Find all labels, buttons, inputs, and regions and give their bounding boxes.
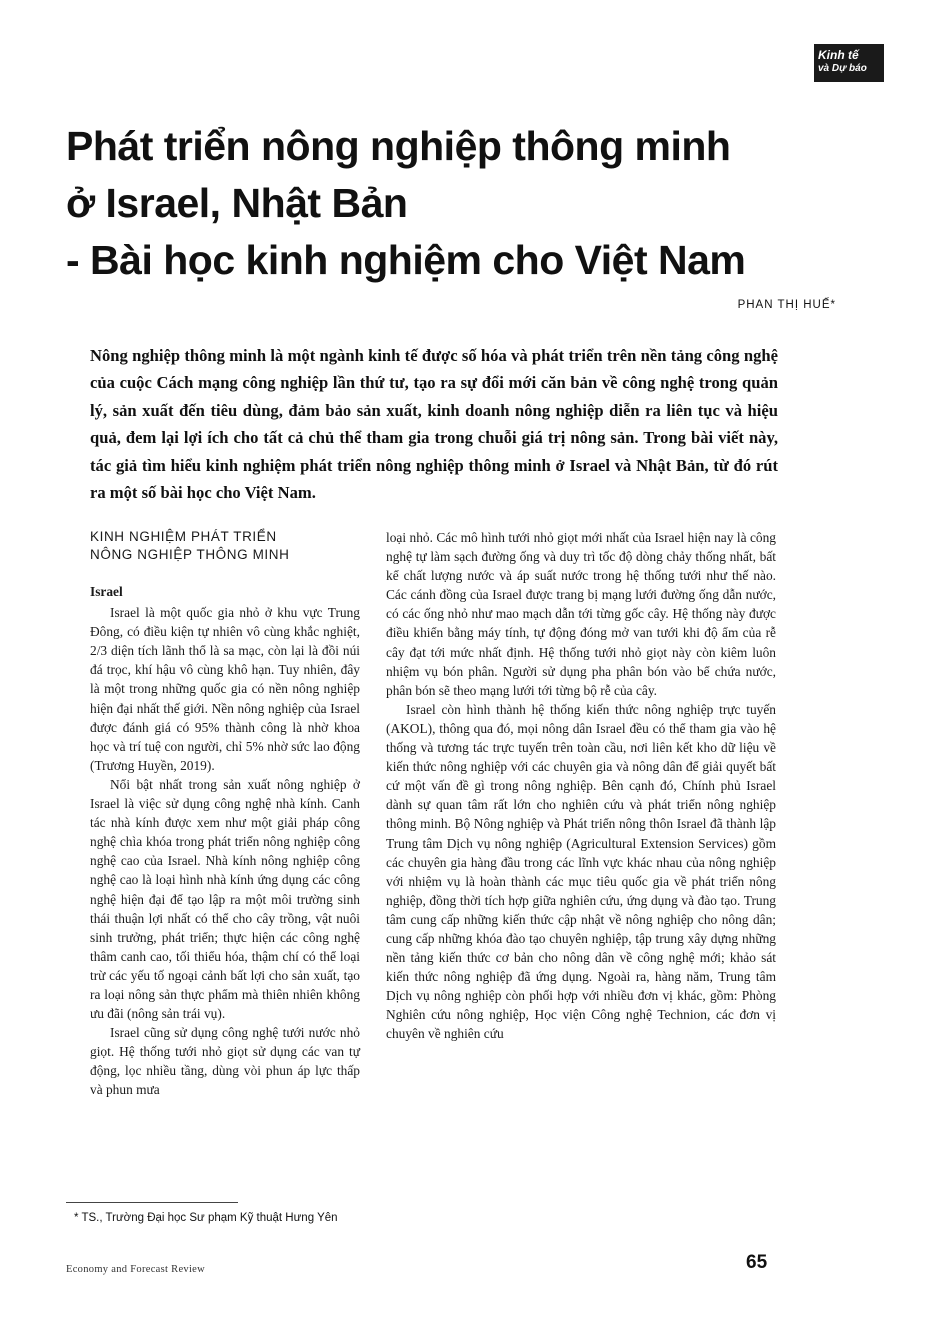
footnote-divider (66, 1202, 238, 1203)
section-heading (90, 528, 360, 564)
section-heading-line1: KINH NGHIỆM PHÁT TRIỂN (90, 529, 277, 544)
badge-line1: Kinh tế (818, 48, 859, 62)
title-line2: ở Israel, Nhật Bản (66, 180, 408, 226)
section-heading-line2: NÔNG NGHIỆP THÔNG MINH (90, 547, 290, 562)
paragraph: Nổi bật nhất trong sản xuất nông nghiệp ở Israel là việc sử dụng công nghệ nhà kính. Canh tác nhà kính được xem như một giải pháp công nghệ chìa khóa trong phát triển nông nghiệp công nghệ cao của Israel. Nhà kính nông nghiệp công nghệ cao là loại hình nhà kính ứng dụng các công nghệ hiện đại để tạo lập ra một môi trường sinh thái thuận lợi nhất có thể cho cây trồng, vật nuôi sinh trưởng, phát triển; thực hiện các công nghệ thâm canh cao, tối thiểu hóa, thậm chí có thể loại trừ các yếu tố ngoại cảnh bất lợi cho sản xuất, tạo ra loại nông sản thực phẩm mà thiên nhiên không ưu đãi (nông sản trái vụ). (90, 776, 360, 1022)
page-number: 65 (746, 1252, 768, 1273)
paragraph: loại nhỏ. Các mô hình tưới nhỏ giọt mới nhất của Israel hiện nay là công nghệ tự làm sạch đường ống và duy trì tốc độ dòng chảy thống nhất, bất kể chất lượng nước và áp suất nước trong hệ thống tưới như thế nào. Các cánh đồng của Israel được trang bị mạng lưới đường ống dẫn nước, có các ống nhỏ như mao mạch dẫn tới từng gốc cây. Hệ thống này được điều khiển bằng máy tính, tự động đóng mở van tưới khi độ ẩm của rễ cây đạt tới mức nhất định. Hệ thống tưới nhỏ giọt này còn kiêm luôn nhiệm vụ bón phân. Người sử dụng pha phân bón vào bể chứa nước, phân bón sẽ theo mạng lưới tới từng bộ rễ của cây. (386, 530, 776, 698)
author-name: PHAN THỊ HUẾ* (737, 299, 836, 311)
paragraph: Israel cũng sử dụng công nghệ tưới nước nhỏ giọt. Hệ thống tưới nhỏ giọt sử dụng các van tự động, lọc nhiều tầng, dùng vòi phun áp lực thấp và phun mưa (90, 1025, 360, 1098)
section-badge (814, 44, 884, 82)
footnote: * TS., Trường Đại học Sư phạm Kỹ thuật Hưng Yên (74, 1212, 338, 1224)
right-column (386, 528, 776, 1044)
left-column (90, 528, 360, 1100)
paragraph: Israel là một quốc gia nhỏ ở khu vực Trung Đông, có điều kiện tự nhiên vô cùng khắc nghiệt, 2/3 diện tích lãnh thổ là sa mạc, còn lại là đồi núi đá trọc, khí hậu vô cùng khô hạn. Tuy nhiên, đây là một trong những quốc gia có nền nông nghiệp hiện đại nhất thế giới. Nền nông nghiệp của Israel được đánh giá có 95% thành công là nhờ khoa học và trí tuệ con người, chỉ 5% nhờ sức lao động (Trương Huyền, 2019). (90, 605, 360, 773)
article-title (66, 118, 846, 289)
journal-name: Economy and Forecast Review (66, 1264, 206, 1275)
paragraph: Israel còn hình thành hệ thống kiến thức nông nghiệp trực tuyến (AKOL), thông qua đó, mọi nông dân Israel đều có thể tham gia vào hệ thống và tương tác trực tuyến trên toàn cầu, nơi liên kết kho dữ liệu về kiến thức nông nghiệp với các chuyên gia và nông dân để giải quyết bất cứ một vấn đề gì trong nông nghiệp. Bên cạnh đó, Chính phủ Israel dành sự quan tâm rất lớn cho nghiên cứu và phát triển nông nghiệp thông minh. Bộ Nông nghiệp và Phát triển nông thôn Israel đã thành lập Trung tâm Dịch vụ nông nghiệp (Agricultural Extension Services) gồm các chuyên gia hàng đầu trong các lĩnh vực khác nhau của nông nghiệp với nhiệm vụ là hoàn thành các mục tiêu quốc gia về phát triển nông nghiệp, đồng thời tích hợp giữa nghiên cứu, ứng dụng và đào tạo. Trung tâm cung cấp những kiến thức cập nhật về nông nghiệp cho nông dân; cung cấp những khóa đào tạo chuyên nghiệp, tập trung xây dựng những nền tảng kiến thức cơ bản cho nông dân về công nghệ mới; khảo sát kiến thức nông nghiệp đã ứng dụng. Ngoài ra, hàng năm, Trung tâm Dịch vụ nông nghiệp còn phối hợp với nhiều đơn vị khác, gồm: Phòng Nghiên cứu nông nghiệp, Học viện Công nghệ Technion, các đơn vị chuyên về nghiên cứu (386, 701, 776, 1042)
title-line1: Phát triển nông nghiệp thông minh (66, 123, 731, 169)
title-line3: - Bài học kinh nghiệm cho Việt Nam (66, 237, 746, 283)
subheading-israel: Israel (90, 584, 123, 599)
abstract: Nông nghiệp thông minh là một ngành kinh tế được số hóa và phát triển trên nền tảng công nghệ của cuộc Cách mạng công nghiệp lần thứ tư, tạo ra sự đổi mới căn bản về công nghệ trong quản lý, sản xuất đến tiêu dùng, đảm bảo sản xuất, kinh doanh nông nghiệp diễn ra liên tục và hiệu quả, đem lại lợi ích cho tất cả chủ thể tham gia trong chuỗi giá trị nông sản. Trong bài viết này, tác giả tìm hiểu kinh nghiệm phát triển nông nghiệp thông minh ở Israel và Nhật Bản, từ đó rút ra một số bài học cho Việt Nam. (90, 346, 778, 503)
badge-line2: và Dự báo (818, 63, 867, 74)
